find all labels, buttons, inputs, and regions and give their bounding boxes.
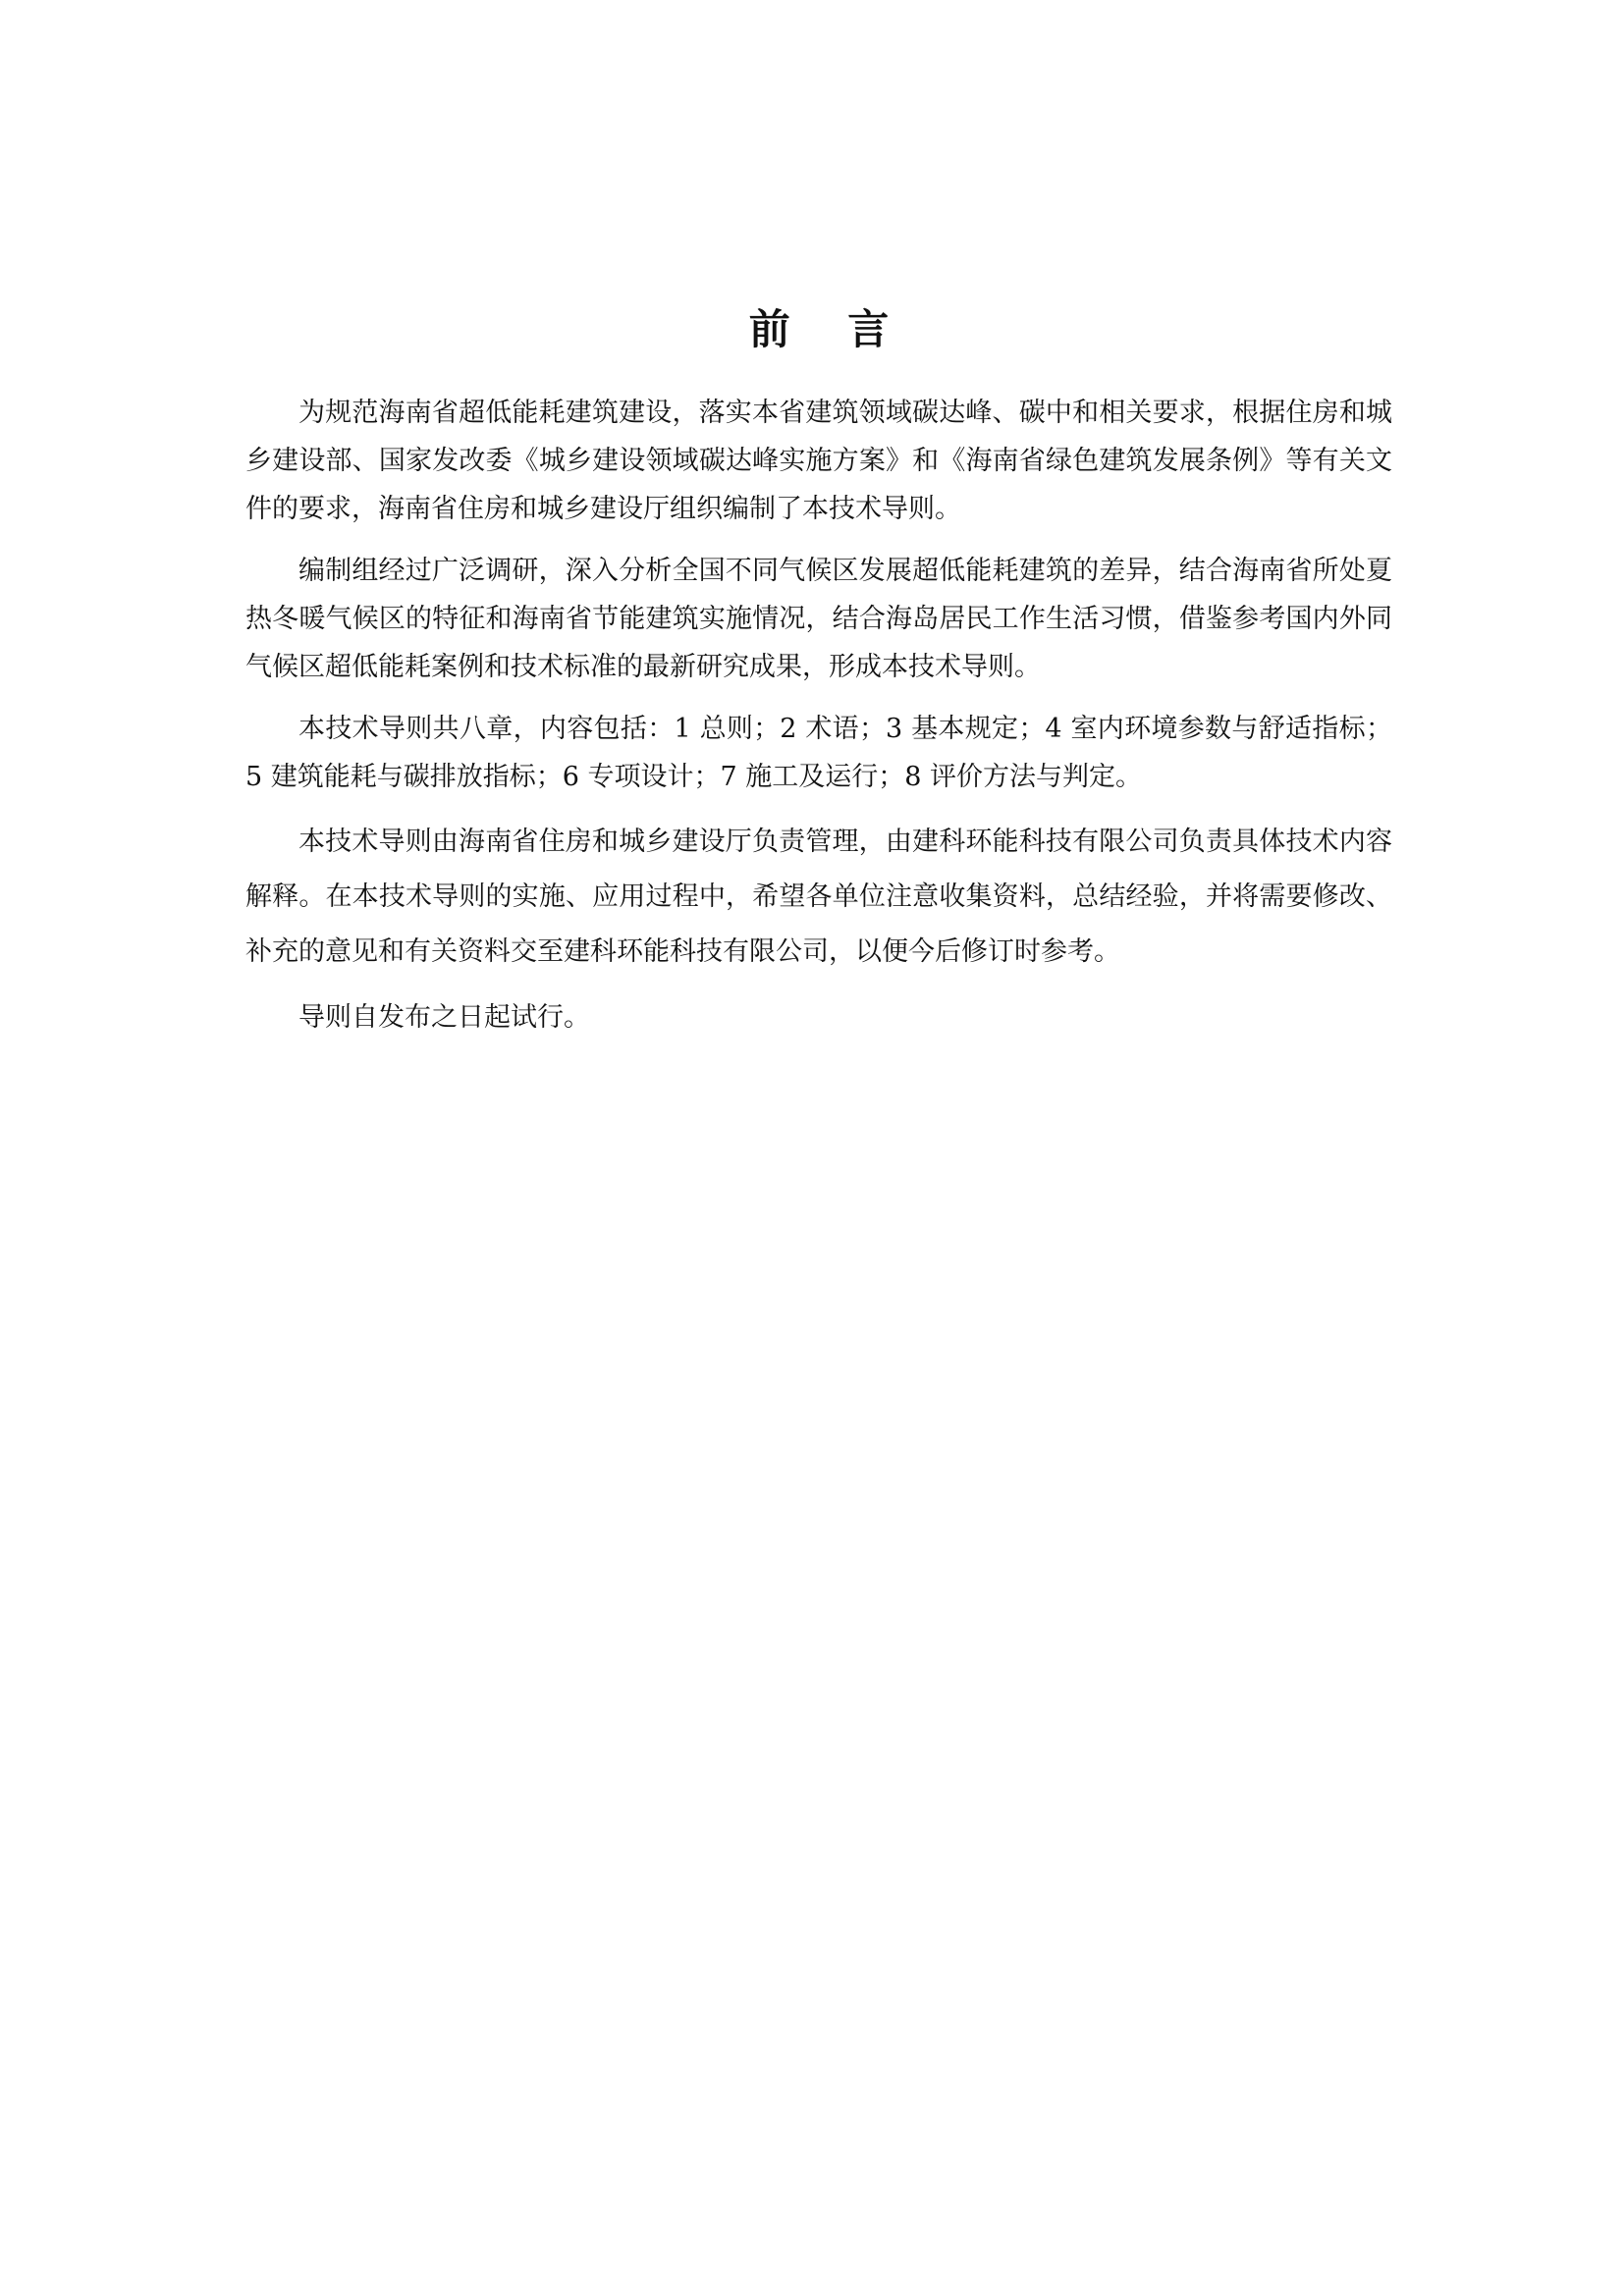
preface-paragraph-2: 编制组经过广泛调研，深入分析全国不同气候区发展超低能耗建筑的差异，结合海南省所处夏热冬暖气候区的特征和海南省节能建筑实施情况，结合海岛居民工作生活习惯，借鉴参考国内外同气候区超低能耗案例和技术标准的最新研究成果，形成本技术导则。 [245, 556, 1392, 682]
preface-paragraph-5: 导则自发布之日起试行。 [298, 1002, 590, 1033]
preface-paragraph-4: 本技术导则由海南省住房和城乡建设厅负责管理，由建科环能科技有限公司负责具体技术内容解释。在本技术导则的实施、应用过程中，希望各单位注意收集资料，总结经验，并将需要修改、补充的意见和有关资料交至建科环能科技有限公司，以便今后修订时参考。 [245, 827, 1392, 967]
page-title: 前 言 [748, 305, 911, 353]
preface-paragraph-1: 为规范海南省超低能耗建筑建设，落实本省建筑领域碳达峰、碳中和相关要求，根据住房和城乡建设部、国家发改委《城乡建设领域碳达峰实施方案》和《海南省绿色建筑发展条例》等有关文件的要求，海南省住房和城乡建设厅组织编制了本技术导则。 [245, 398, 1392, 524]
preface-content [245, 294, 1392, 1041]
preface-paragraph-3: 本技术导则共八章，内容包括：1 总则；2 术语；3 基本规定；4 室内环境参数与舒适指标；5 建筑能耗与碳排放指标；6 专项设计；7 施工及运行；8 评价方法与判定。 [245, 714, 1392, 792]
